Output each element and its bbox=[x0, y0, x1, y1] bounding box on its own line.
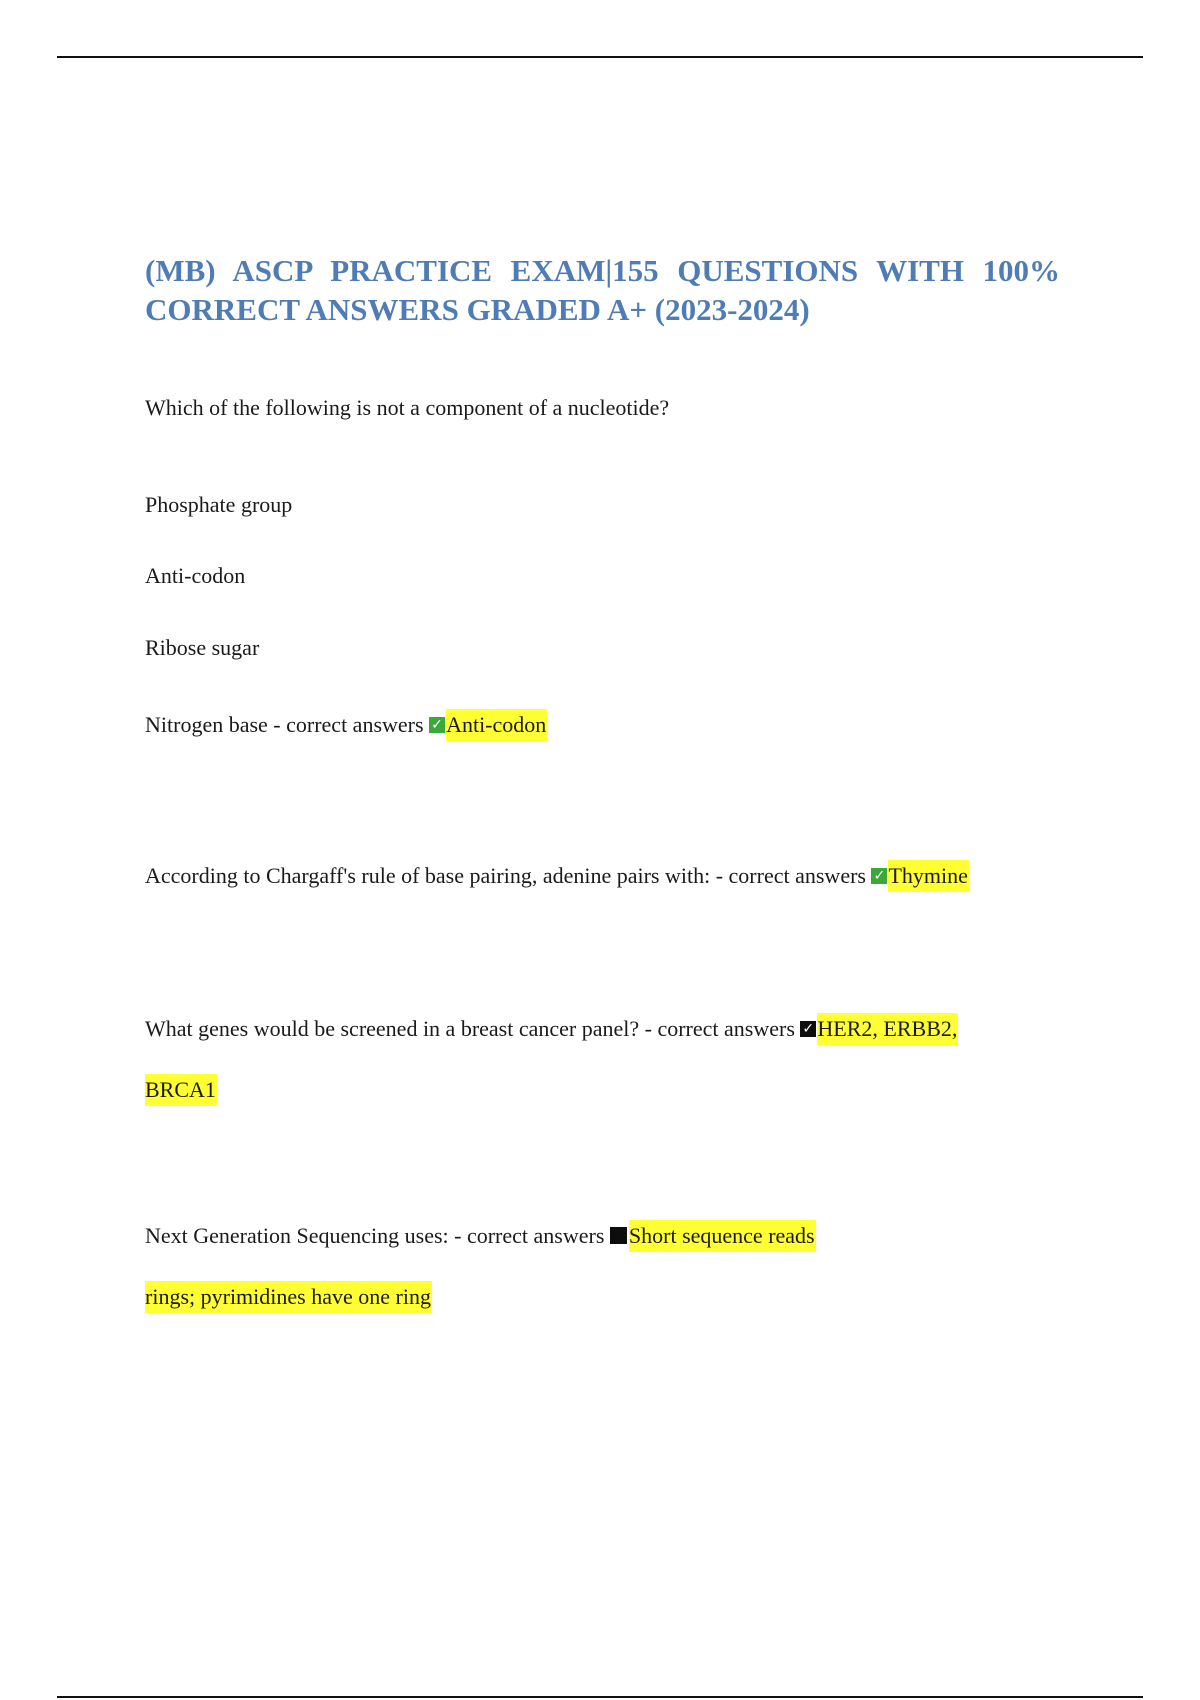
answer-prefix: - correct answers bbox=[710, 863, 872, 888]
question-4-line bbox=[145, 1222, 816, 1250]
title-line-2: CORRECT ANSWERS GRADED A+ (2023-2024) bbox=[145, 292, 810, 327]
question-4-answer-part-2: rings; pyrimidines have one ring bbox=[145, 1281, 432, 1313]
question-1-text: Which of the following is not a component of a nucleotide? bbox=[145, 395, 670, 420]
question-3-answer-continuation bbox=[145, 1076, 217, 1104]
question-1-option-4: Nitrogen base bbox=[145, 712, 268, 737]
black-check-icon: ✓ bbox=[800, 1021, 816, 1037]
question-3-answer-part-2: BRCA1 bbox=[145, 1074, 217, 1106]
question-2-text: According to Chargaff's rule of base pairing, adenine pairs with: bbox=[145, 863, 711, 888]
question-1-option-2: Anti-codon bbox=[145, 563, 246, 588]
question-4-text: Next Generation Sequencing uses: bbox=[145, 1223, 449, 1248]
question-1-answer: Anti-codon bbox=[446, 709, 547, 741]
page-bottom-rule bbox=[57, 1696, 1143, 1698]
question-4-answer-continuation bbox=[145, 1283, 432, 1311]
answer-prefix: - correct answers bbox=[267, 712, 430, 737]
question-2-answer: Thymine bbox=[888, 860, 968, 892]
question-4-answer-part-1: Short sequence reads bbox=[629, 1220, 816, 1252]
question-3-text: What genes would be screened in a breast cancer panel? bbox=[145, 1016, 640, 1041]
answer-prefix: - correct answers bbox=[639, 1016, 801, 1041]
question-1-option-3: Ribose sugar bbox=[145, 635, 260, 660]
document-title bbox=[145, 251, 1060, 329]
title-line-1: (MB) ASCP PRACTICE EXAM|155 QUESTIONS WITH 100% bbox=[145, 253, 1060, 288]
green-check-icon: ✓ bbox=[871, 868, 887, 884]
green-check-icon: ✓ bbox=[429, 717, 445, 733]
answer-prefix: - correct answers bbox=[448, 1223, 610, 1248]
question-1-answer-line bbox=[145, 711, 547, 739]
question-3-line bbox=[145, 1015, 958, 1043]
page-top-rule bbox=[57, 56, 1143, 58]
question-1-option-1: Phosphate group bbox=[145, 492, 293, 517]
question-2-line bbox=[145, 862, 969, 890]
question-3-answer-part-1: HER2, ERBB2, bbox=[817, 1013, 958, 1045]
black-square-icon bbox=[610, 1227, 627, 1244]
